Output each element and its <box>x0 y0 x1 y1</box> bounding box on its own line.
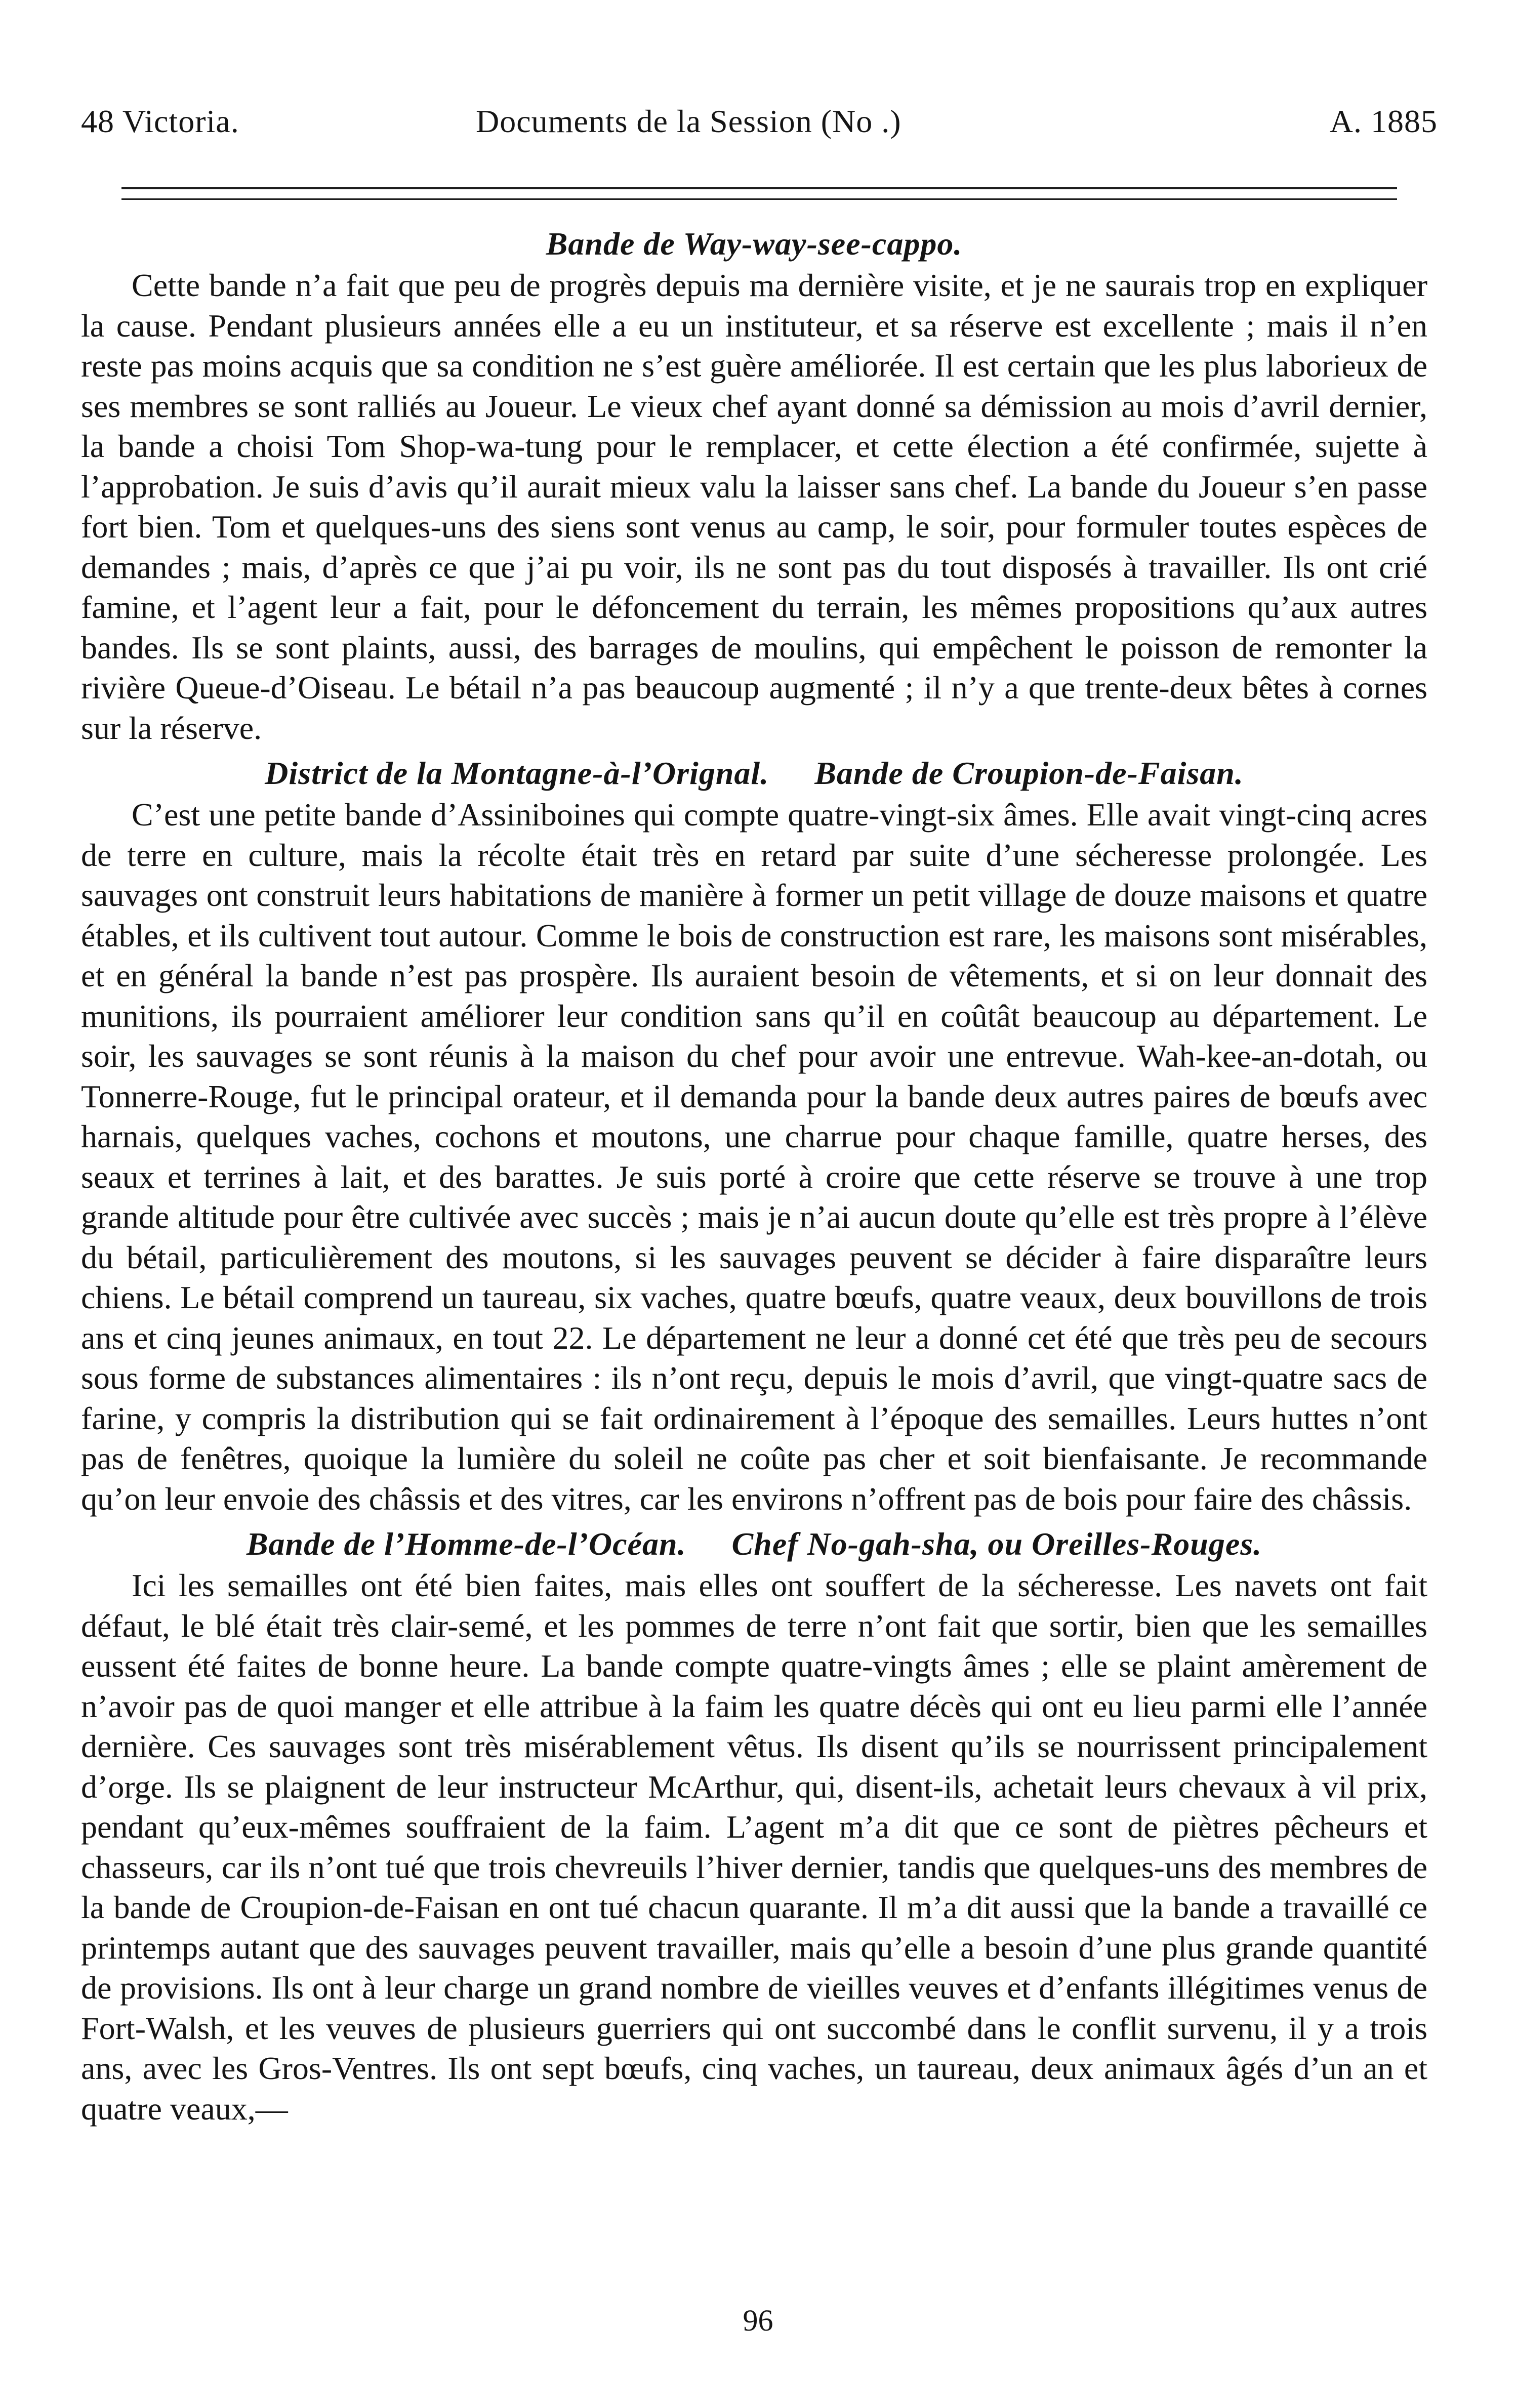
section-heading-text: Bande de Way-way-see-cappo. <box>546 226 963 262</box>
section-heading-montagne-a-l-orignal <box>81 752 1427 795</box>
section-heading-homme-de-l-ocean <box>81 1523 1427 1565</box>
header-rule-bottom <box>121 198 1397 200</box>
header-volume: 48 Victoria. <box>81 103 239 139</box>
header-title: Documents de la Session (No .) <box>476 103 902 139</box>
body-text <box>81 223 1427 2133</box>
page-number: 96 <box>743 2304 773 2337</box>
section-heading-way-way-see-cappo <box>81 223 1427 265</box>
section-heading-district: District de la Montagne-à-l’Orignal. <box>265 755 769 791</box>
header-year: A. 1885 <box>1329 103 1438 139</box>
section-heading-band: Bande de Croupion-de-Faisan. <box>814 755 1244 791</box>
paragraph-homme-de-l-ocean: Ici les semailles ont été bien faites, mais elles ont souffert de la sécheresse. Les navets ont fait défaut, le blé était très clair-semé, et les pommes de terre n’ont fait que sortir, bien que les semailles eussent été faites de bonne heure. La bande compte quatre-vingts âmes ; elle se plaint amèrement de n’avoir pas de quoi manger et elle attribue à la faim les quatre décès qui ont eu lieu parmi elle l’année dernière. Ces sauvages sont très misérablement vêtus. Ils disent qu’ils se nourrissent principalement d’orge. Ils se plaignent de leur instructeur McArthur, qui, disent-ils, achetait leurs chevaux à vil prix, pendant qu’eux-mêmes souffraient de la faim. L’agent m’a dit que ce sont de piètres pêcheurs et chasseurs, car ils n’ont tué que trois chevreuils l’hiver dernier, tandis que quelques-uns des membres de la bande de Croupion-de-Faisan en ont tué chacun quarante. Il m’a dit aussi que la bande a travaillé ce printemps autant que des sauvages peuvent travailler, mais qu’elle a besoin d’une plus grande quantité de provisions. Ils ont à leur charge un grand nombre de vieilles veuves et d’enfants illégitimes venus de Fort-Walsh, et les veuves de plusieurs guerriers qui ont succombé dans le conflit survenu, il y a trois ans, avec les Gros-Ventres. Ils ont sept bœufs, cinq vaches, un taureau, deux animaux âgés d’un an et quatre veaux,— <box>81 1567 1427 2127</box>
section-heading-band: Bande de l’Homme-de-l’Océan. <box>246 1526 686 1562</box>
running-header <box>81 101 1438 142</box>
header-rule-top <box>121 187 1397 189</box>
paragraph-way-way-see-cappo: Cette bande n’a fait que peu de progrès depuis ma dernière visite, et je ne saurais trop en expliquer la cause. Pendant plusieurs années elle a eu un instituteur, et sa réserve est excellente ; mais il n’en reste pas moins acquis que sa condition ne s’est guère améliorée. Il est certain que les plus laborieux de ses membres se sont ralliés au Joueur. Le vieux chef ayant donné sa démission au mois d’avril dernier, la bande a choisi Tom Shop-wa-tung pour le remplacer, et cette élection a été confirmée, sujette à l’approbation. Je suis d’avis qu’il aurait mieux valu la laisser sans chef. La bande du Joueur s’en passe fort bien. Tom et quelques-uns des siens sont venus au camp, le soir, pour formuler toutes espèces de demandes ; mais, d’après ce que j’ai pu voir, ils ne sont pas du tout disposés à travailler. Ils ont crié famine, et l’agent leur a fait, pour le défoncement du terrain, les mêmes propositions qu’aux autres bandes. Ils se sont plaints, aussi, des barrages de moulins, qui empêchent le poisson de remonter la rivière Queue-d’Oiseau. Le bétail n’a pas beaucoup augmenté ; il n’y a que trente-deux bêtes à cornes sur la réserve. <box>81 267 1427 746</box>
paragraph-croupion-de-faisan: C’est une petite bande d’Assiniboines qui compte quatre-vingt-six âmes. Elle avait vingt-cinq acres de terre en culture, mais la récolte était très en retard par suite d’une sécheresse prolongée. Les sauvages ont construit leurs habitations de manière à former un petit village de douze maisons et quatre étables, et ils cultivent tout autour. Comme le bois de construction est rare, les maisons sont misérables, et en général la bande n’est pas prospère. Ils auraient besoin de vêtements, et si on leur donnait des munitions, ils pourraient améliorer leur condition sans qu’il en coûtât beaucoup au département. Le soir, les sauvages se sont réunis à la maison du chef pour avoir une entrevue. Wah-kee-an-dotah, ou Tonnerre-Rouge, fut le principal orateur, et il demanda pour la bande deux autres paires de bœufs avec harnais, quelques vaches, cochons et moutons, une charrue pour chaque famille, quatre herses, des seaux et terrines à lait, et des barattes. Je suis porté à croire que cette réserve se trouve à une trop grande altitude pour être cultivée avec succès ; mais je n’ai aucun doute qu’elle est très propre à l’élève du bétail, particulièrement des moutons, si les sauvages peuvent se décider à faire disparaître leurs chiens. Le bétail comprend un taureau, six vaches, quatre bœufs, quatre veaux, deux bouvillons de trois ans et cinq jeunes animaux, en tout 22. Le département ne leur a donné cet été que très peu de secours sous forme de substances alimentaires : ils n’ont reçu, depuis le mois d’avril, que vingt-quatre sacs de farine, y compris la distribution qui se fait ordinairement à l’époque des semailles. Leurs huttes n’ont pas de fenêtres, quoique la lumière du soleil ne coûte pas cher et soit bienfaisante. Je recommande qu’on leur envoie des châssis et des vitres, car les environs n’offrent pas de bois pour faire des châssis. <box>81 797 1427 1517</box>
section-heading-chief: Chef No-gah-sha, ou Oreilles-Rouges. <box>731 1526 1262 1562</box>
